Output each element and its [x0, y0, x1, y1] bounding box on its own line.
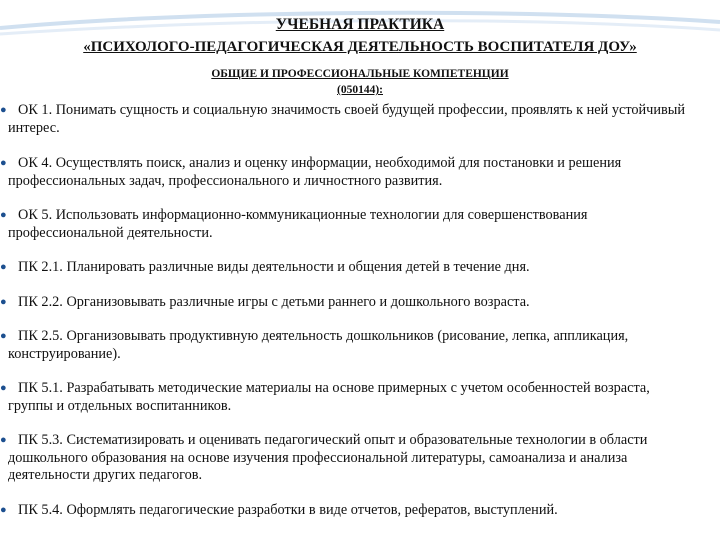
- competency-text: ПК 2.1. Планировать различные виды деятельности и общения детей в течение дня.: [18, 259, 530, 275]
- list-item: [0, 432, 698, 485]
- list-item: [0, 293, 698, 312]
- practice-subtitle: «ПСИХОЛОГО-ПЕДАГОГИЧЕСКАЯ ДЕЯТЕЛЬНОСТЬ ВОСПИТАТЕЛЯ ДОУ»: [83, 39, 637, 55]
- competencies-heading: ОБЩИЕ И ПРОФЕССИОНАЛЬНЫЕ КОМПЕТЕНЦИИ: [211, 68, 509, 80]
- bullet-icon: ●: [0, 295, 7, 308]
- competency-text: ПК 2.5. Организовывать продуктивную деятельность дошкольников (рисование, лепка, аппликация, конструирование).: [8, 328, 629, 362]
- competency-text: ПК 5.3. Систематизировать и оценивать педагогический опыт и образовательные технологии в области дошкольного образования на основе изучения профессиональной литературы, самоанализа и анализа деятельности других педагогов.: [8, 432, 648, 483]
- competency-text: ОК 4. Осуществлять поиск, анализ и оценку информации, необходимой для постановки и решения профессиональных задач, профессионального и личностного развития.: [8, 155, 622, 189]
- competency-list: [0, 102, 698, 519]
- specialty-code: (050144):: [337, 84, 383, 96]
- competency-text: ПК 2.2. Организовывать различные игры с детьми раннего и дошкольного возраста.: [18, 293, 530, 310]
- list-item: [0, 155, 698, 190]
- competency-text: ОК 5. Использовать информационно-коммуникационные технологии для совершенствования профессиональной деятельности.: [8, 207, 588, 241]
- list-item: [0, 380, 698, 415]
- bullet-icon: ●: [0, 104, 7, 116]
- bullet-icon: ●: [0, 434, 7, 446]
- bullet-icon: ●: [0, 157, 7, 169]
- bullet-icon: ●: [0, 330, 7, 342]
- list-item: [0, 207, 698, 242]
- competency-text: ПК 5.4. Оформлять педагогические разработки в виде отчетов, рефератов, выступлений.: [18, 501, 558, 518]
- bullet-icon: ●: [0, 382, 7, 394]
- list-item: [0, 102, 698, 137]
- bullet-icon: ●: [0, 209, 7, 221]
- list-item: [0, 259, 698, 277]
- competency-text: ОК 1. Понимать сущность и социальную значимость своей будущей профессии, проявлять к ней устойчивый интерес.: [8, 102, 686, 136]
- bullet-icon: ●: [0, 503, 7, 516]
- list-item: [0, 328, 698, 363]
- bullet-icon: ●: [0, 261, 7, 273]
- page-title: УЧЕБНАЯ ПРАКТИКА: [275, 16, 445, 33]
- list-item: [0, 501, 698, 520]
- competency-text: ПК 5.1. Разрабатывать методические материалы на основе примерных с учетом особенностей возраста, группы и отдельных воспитанников.: [8, 380, 650, 414]
